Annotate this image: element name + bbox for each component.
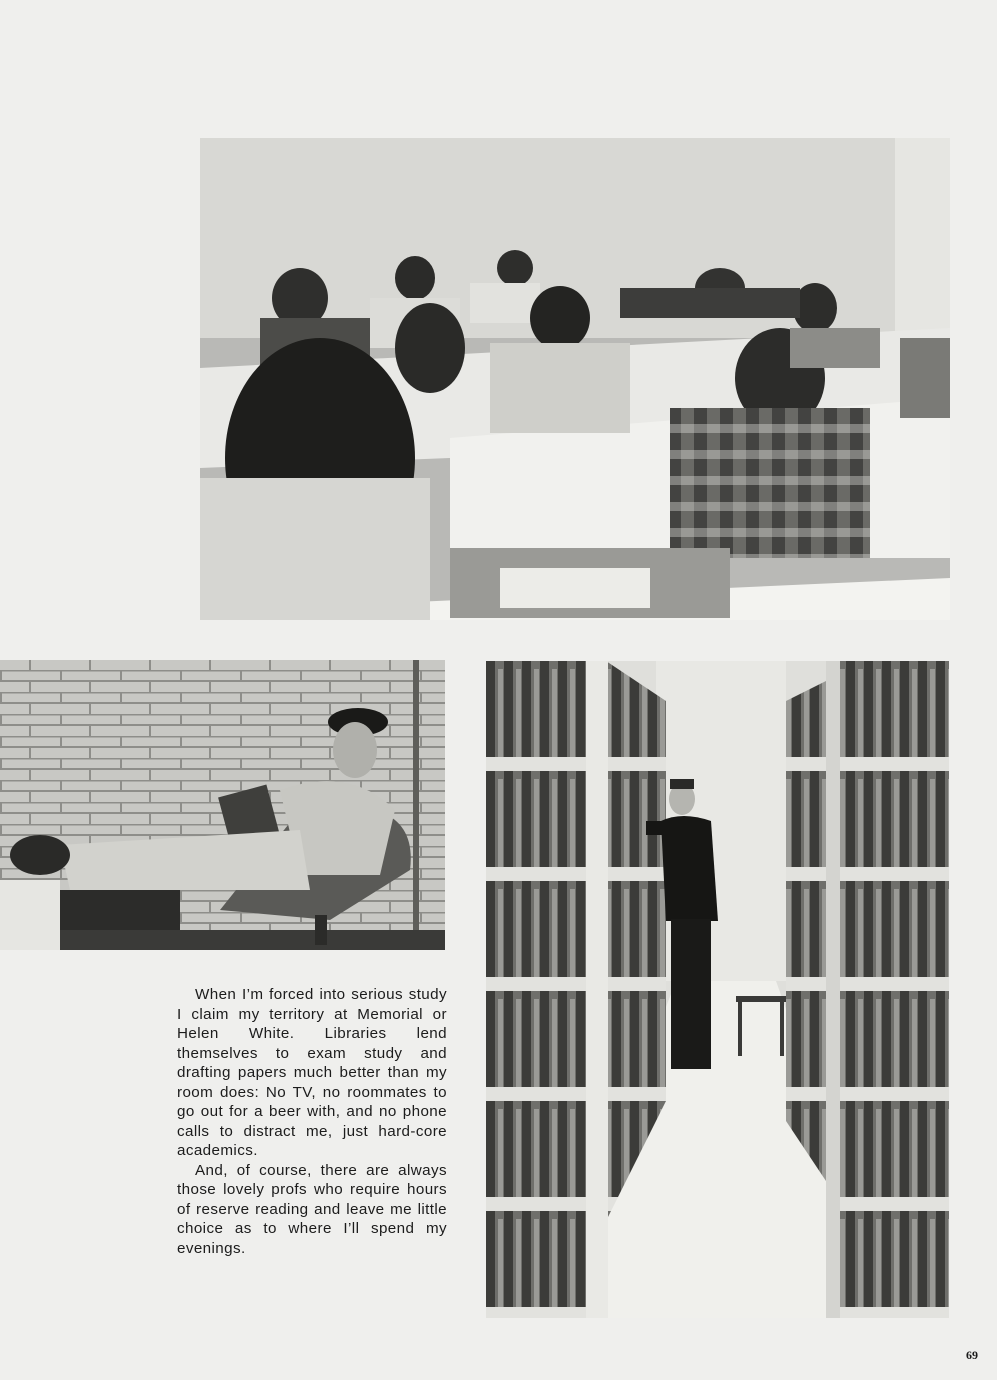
study-hall-photo-icon xyxy=(200,138,950,620)
article-paragraph: When I’m forced into serious study I claim my territory at Memorial or Helen White. Libraries lend themselves to exam study and drafting papers much better than my room does: No TV, no roommates to go out for a beer with, and no phone calls to distract me, just hard-core academics. xyxy=(177,986,447,1159)
library-stacks-photo xyxy=(486,661,949,1318)
library-stacks-photo-icon xyxy=(486,661,949,1318)
lounge-reader-photo xyxy=(0,660,445,950)
study-hall-photo xyxy=(200,138,950,620)
article-paragraph: And, of course, there are always those lovely profs who require hours of reserve reading and leave me little choice as to where I’ll spend my evenings. xyxy=(177,1161,447,1257)
lounge-reader-photo-icon xyxy=(0,660,445,950)
article-text xyxy=(177,985,447,1258)
page-number: 69 xyxy=(966,1348,978,1362)
